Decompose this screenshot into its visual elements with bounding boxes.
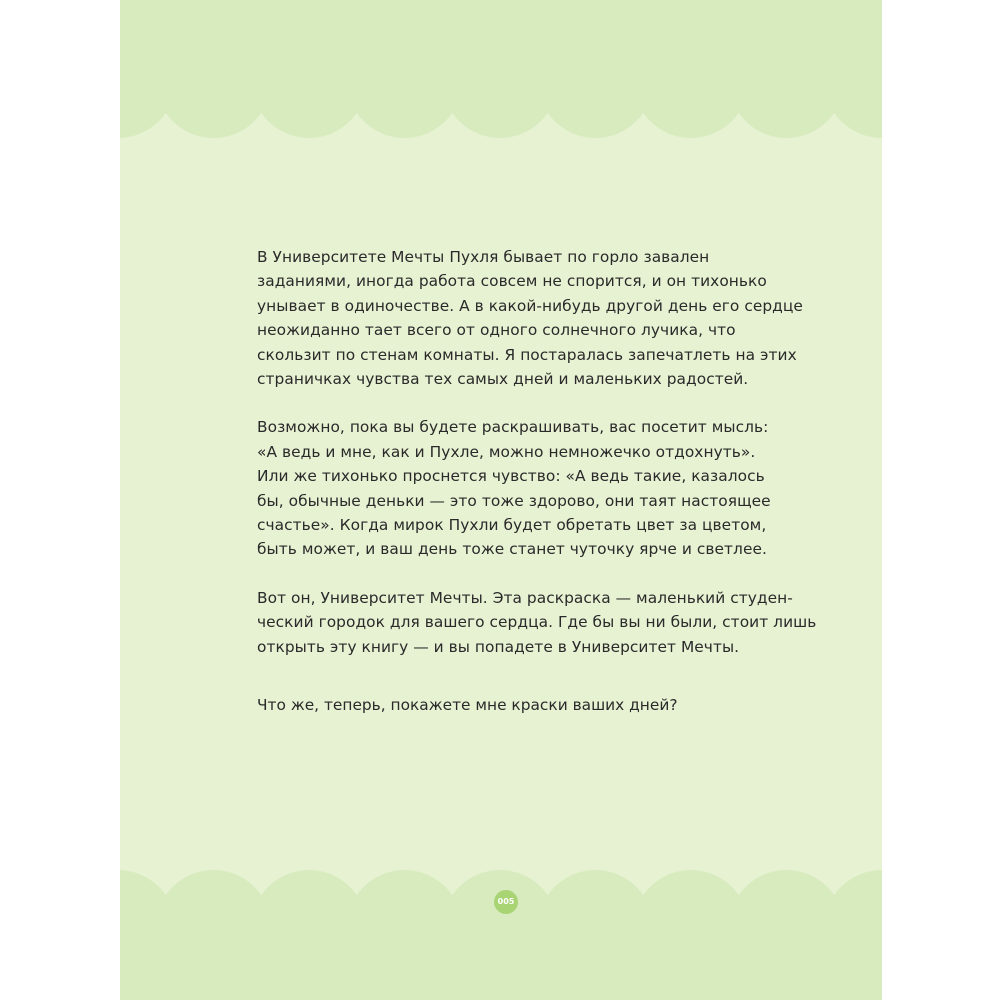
- text-line: «А ведь и мне, как и Пухле, можно немножечко отдохнуть».: [257, 442, 756, 461]
- bottom-band: [120, 928, 882, 1000]
- paragraph-1: [257, 245, 803, 391]
- text-line: неожиданно тает всего от одного солнечного лучика, что: [257, 321, 736, 340]
- top-scallop-border: [120, 0, 882, 138]
- bottom-scallop-border: [120, 870, 882, 1000]
- book-page: [120, 0, 882, 1000]
- text-line: Или же тихонько проснется чувство: «А ведь такие, казалось: [257, 467, 765, 486]
- body-text: [257, 245, 817, 683]
- paragraph-3: [257, 586, 817, 659]
- text-line: В Университете Мечты Пухля бывает по горло завален: [257, 248, 710, 266]
- text-line: скользит по стенам комнаты. Я постаралась запечатлеть на этих: [257, 345, 797, 364]
- top-band: [120, 0, 882, 80]
- text-line: быть может, и ваш день тоже станет чуточку ярче и светлее.: [257, 540, 767, 559]
- text-line: Возможно, пока вы будете раскрашивать, вас посетит мысль:: [257, 418, 769, 437]
- text-line: бы, обычные деньки — это тоже здорово, они таят настоящее: [257, 491, 771, 510]
- closing-line: Что же, теперь, покажете мне краски ваших дней?: [257, 696, 678, 714]
- text-line: счастье». Когда мирок Пухли будет обретать цвет за цветом,: [257, 516, 767, 535]
- paragraph-2: [257, 415, 777, 561]
- text-line: заданиями, иногда работа совсем не спорится, и он тихонько: [257, 272, 767, 291]
- text-line: унывает в одиночестве. А в какой-нибудь другой день его сердце: [257, 296, 803, 315]
- text-line: Вот он, Университет Мечты. Эта раскраска — маленький студен-: [257, 588, 793, 607]
- page-number-badge: 005: [494, 890, 518, 914]
- text-line: страничках чувства тех самых дней и маленьких радостей.: [257, 370, 749, 389]
- text-line: ческий городок для вашего сердца. Где бы вы ни были, стоит лишь: [257, 613, 817, 632]
- text-line: открыть эту книгу — и вы попадете в Университет Мечты.: [257, 637, 740, 656]
